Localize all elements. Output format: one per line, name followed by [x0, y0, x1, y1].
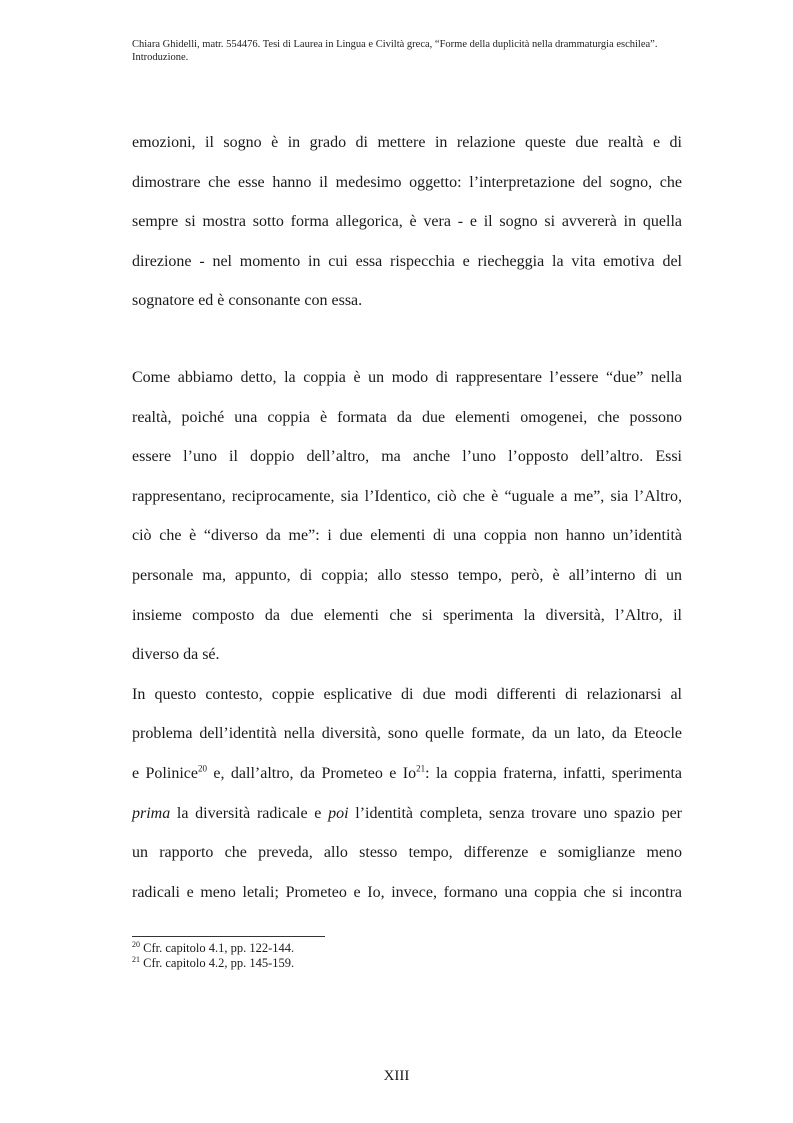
footnote-text: Cfr. capitolo 4.2, pp. 145-159.: [140, 956, 295, 970]
footnote-separator: [132, 936, 325, 937]
footnote-text: Cfr. capitolo 4.1, pp. 122-144.: [140, 941, 295, 955]
text-line: sempre si mostra sotto forma allegorica, è vera - e il sogno si avvererà in quella: [132, 213, 682, 231]
text-line: insieme composto da due elementi che si sperimenta la diversità, l’Altro, il: [132, 606, 682, 624]
paragraph-dream: [132, 123, 682, 321]
text-line: un rapporto che preveda, allo stesso tempo, differenze e somiglianze meno: [132, 844, 682, 862]
text-span: la diversità radicale e: [170, 804, 329, 822]
page-number: XIII: [383, 1068, 410, 1084]
text-line: realtà, poiché una coppia è formata da due elementi omogenei, che possono: [132, 408, 682, 426]
text-span: e, dall’altro, da Prometeo e Io: [206, 764, 417, 782]
text-span: : la coppia fraterna, infatti, sperimenta: [425, 764, 683, 782]
text-line: In questo contesto, coppie esplicative di due modi differenti di relazionarsi al: [132, 685, 682, 703]
text-line: rappresentano, reciprocamente, sia l’Identico, ciò che è “uguale a me”, sia l’Altro,: [132, 487, 682, 505]
footnote-ref-20[interactable]: 20: [197, 763, 207, 774]
text-line: direzione - nel momento in cui essa rispecchia e riecheggia la vita emotiva del: [132, 252, 682, 270]
emphasis-prima: prima: [132, 804, 171, 822]
paragraph-couple: [132, 358, 682, 912]
text-span: e Polinice: [132, 764, 198, 782]
text-line: ciò che è “diverso da me”: i due elementi di una coppia non hanno un’identità: [132, 527, 682, 545]
text-line: problema dell’identità nella diversità, sono quelle formate, da un lato, da Eteocle: [132, 725, 682, 743]
text-line: diverso da sé.: [132, 646, 220, 664]
text-line: dimostrare che esse hanno il medesimo oggetto: l’interpretazione del sogno, che: [132, 173, 682, 191]
footnote-ref-21[interactable]: 21: [416, 763, 426, 774]
footnotes: [132, 941, 294, 971]
text-line: sognatore ed è consonante con essa.: [132, 292, 363, 310]
text-line: radicali e meno letali; Prometeo e Io, invece, formano una coppia che si incontra: [132, 883, 682, 901]
footnote-20: [132, 941, 294, 956]
header-line-1: Chiara Ghidelli, matr. 554476. Tesi di Laurea in Lingua e Civiltà greca, “Forme della duplicità nella drammaturgia eschilea”.: [132, 39, 658, 50]
text-line: [132, 754, 682, 794]
text-line: personale ma, appunto, di coppia; allo stesso tempo, però, è all’interno di un: [132, 566, 682, 584]
emphasis-poi: poi: [328, 804, 349, 822]
text-line: [132, 794, 682, 834]
running-header: [132, 38, 692, 64]
header-line-2: Introduzione.: [132, 52, 189, 63]
text-line: emozioni, il sogno è in grado di mettere in relazione queste due realtà e di: [132, 134, 682, 151]
footnote-21: [132, 956, 294, 971]
text-span: l’identità completa, senza trovare uno spazio per: [348, 804, 682, 822]
text-line: Come abbiamo detto, la coppia è un modo di rappresentare l’essere “due” nella: [132, 369, 682, 386]
text-line: essere l’uno il doppio dell’altro, ma anche l’uno l’opposto dell’altro. Essi: [132, 448, 682, 466]
footnote-number: 20: [132, 939, 140, 949]
footnote-number: 21: [132, 954, 140, 964]
